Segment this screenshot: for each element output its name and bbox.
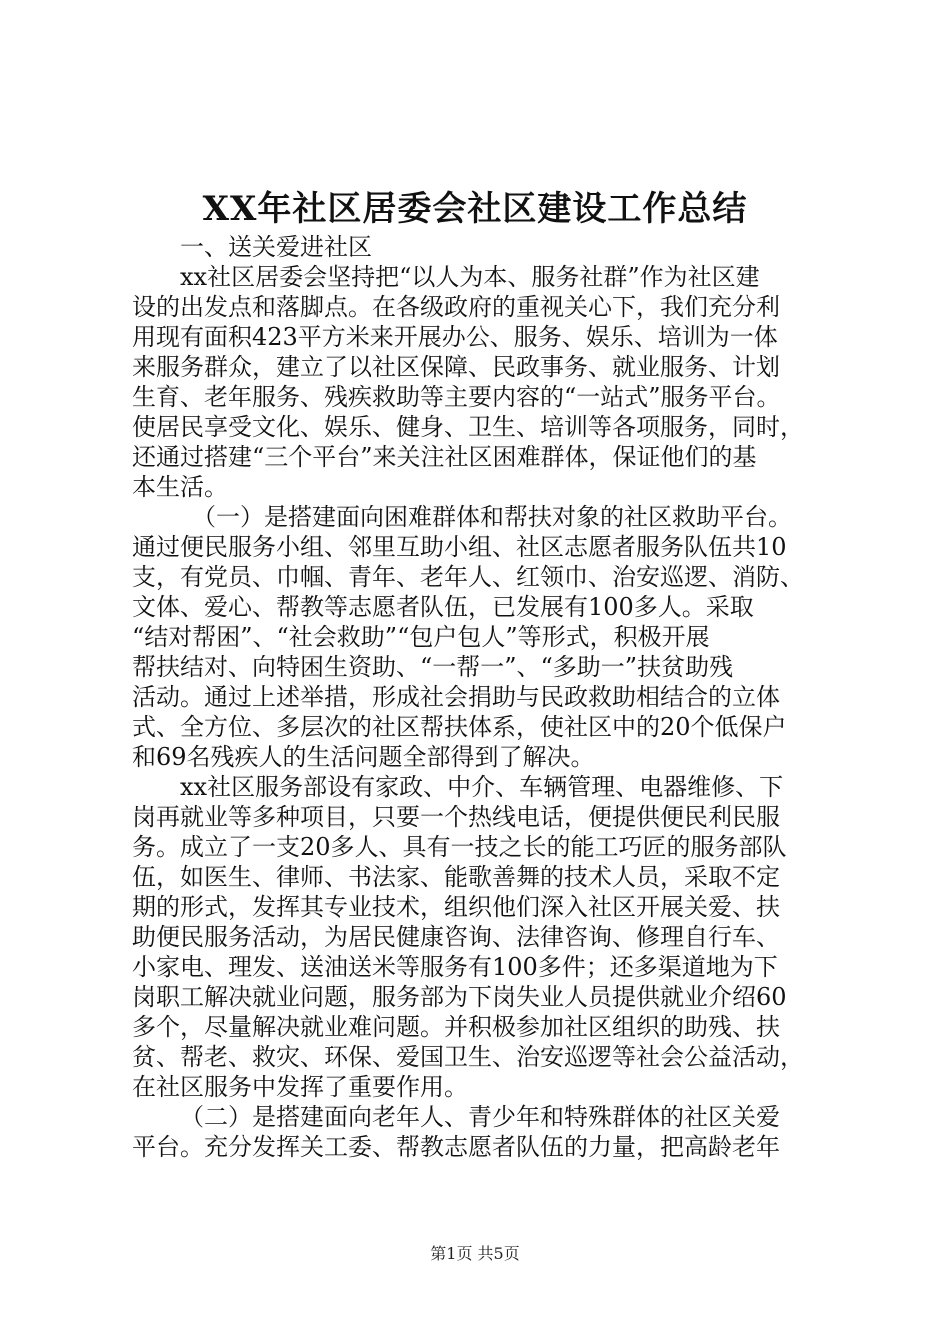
paragraph-line: 期的形式，发挥其专业技术，组织他们深入社区开展关爱、扶 — [132, 893, 780, 921]
paragraph-line: xx社区居委会坚持把“以人为本、服务社群”作为社区建 — [180, 263, 760, 291]
paragraph-line: xx社区服务部设有家政、中介、车辆管理、电器维修、下 — [180, 773, 784, 801]
paragraph-line: （二）是搭建面向老年人、青少年和特殊群体的社区关爱 — [180, 1103, 780, 1131]
paragraph-line: （一）是搭建面向困难群体和帮扶对象的社区救助平台。 — [192, 503, 792, 531]
paragraph-line: 岗再就业等多种项目，只要一个热线电话，便提供便民利民服 — [132, 803, 780, 831]
paragraph-line: 通过便民服务小组、邻里互助小组、社区志愿者服务队伍共10 — [132, 533, 787, 561]
document-body — [132, 232, 838, 1162]
paragraph-line: 和69名残疾人的生活问题全部得到了解决。 — [132, 743, 595, 771]
paragraph-line: 在社区服务中发挥了重要作用。 — [132, 1073, 468, 1101]
paragraph-line: 帮扶结对、向特困生资助、“一帮一”、“多助一”扶贫助残 — [132, 653, 734, 681]
paragraph-line: 用现有面积423平方米来开展办公、服务、娱乐、培训为一体 — [132, 323, 778, 351]
paragraph-line: 贫、帮老、救灾、环保、爱国卫生、治安巡逻等社会公益活动， — [132, 1043, 804, 1071]
paragraph-line: 本生活。 — [132, 473, 228, 501]
paragraph-line: 生育、老年服务、残疾救助等主要内容的“一站式”服务平台。 — [132, 383, 781, 411]
paragraph-line: 还通过搭建“三个平台”来关注社区困难群体，保证他们的基 — [132, 443, 757, 471]
paragraph-line: 式、全方位、多层次的社区帮扶体系，使社区中的20个低保户 — [132, 713, 787, 741]
paragraph-line: 多个，尽量解决就业难问题。并积极参加社区组织的助残、扶 — [132, 1013, 780, 1041]
paragraph-line: 使居民享受文化、娱乐、健身、卫生、培训等各项服务，同时， — [132, 413, 804, 441]
paragraph-line: 来服务群众，建立了以社区保障、民政事务、就业服务、计划 — [132, 353, 780, 381]
paragraph-line: 小家电、理发、送油送米等服务有100多件；还多渠道地为下 — [132, 953, 778, 981]
paragraph-line: 岗职工解决就业问题，服务部为下岗失业人员提供就业介绍60 — [132, 983, 787, 1011]
paragraph-line: 支，有党员、巾帼、青年、老年人、红领巾、治安巡逻、消防、 — [132, 563, 804, 591]
paragraph-line: 助便民服务活动，为居民健康咨询、法律咨询、修理自行车、 — [132, 923, 780, 951]
page-footer: 第1页 共5页 — [430, 1244, 520, 1263]
document-title: XX年社区居委会社区建设工作总结 — [202, 189, 748, 229]
paragraph-line: 平台。充分发挥关工委、帮教志愿者队伍的力量，把高龄老年 — [132, 1133, 780, 1161]
paragraph-line: 伍，如医生、律师、书法家、能歌善舞的技术人员，采取不定 — [132, 863, 780, 891]
paragraph-line: “结对帮困”、“社会救助”“包户包人”等形式，积极开展 — [132, 623, 710, 651]
section-heading: 一、送关爱进社区 — [180, 233, 372, 261]
paragraph-line: 设的出发点和落脚点。在各级政府的重视关心下，我们充分利 — [132, 293, 780, 321]
paragraph-line: 务。成立了一支20多人、具有一技之长的能工巧匠的服务部队 — [132, 833, 787, 861]
paragraph-line: 活动。通过上述举措，形成社会捐助与民政救助相结合的立体 — [132, 683, 780, 711]
paragraph-line: 文体、爱心、帮教等志愿者队伍，已发展有100多人。采取 — [132, 593, 754, 621]
